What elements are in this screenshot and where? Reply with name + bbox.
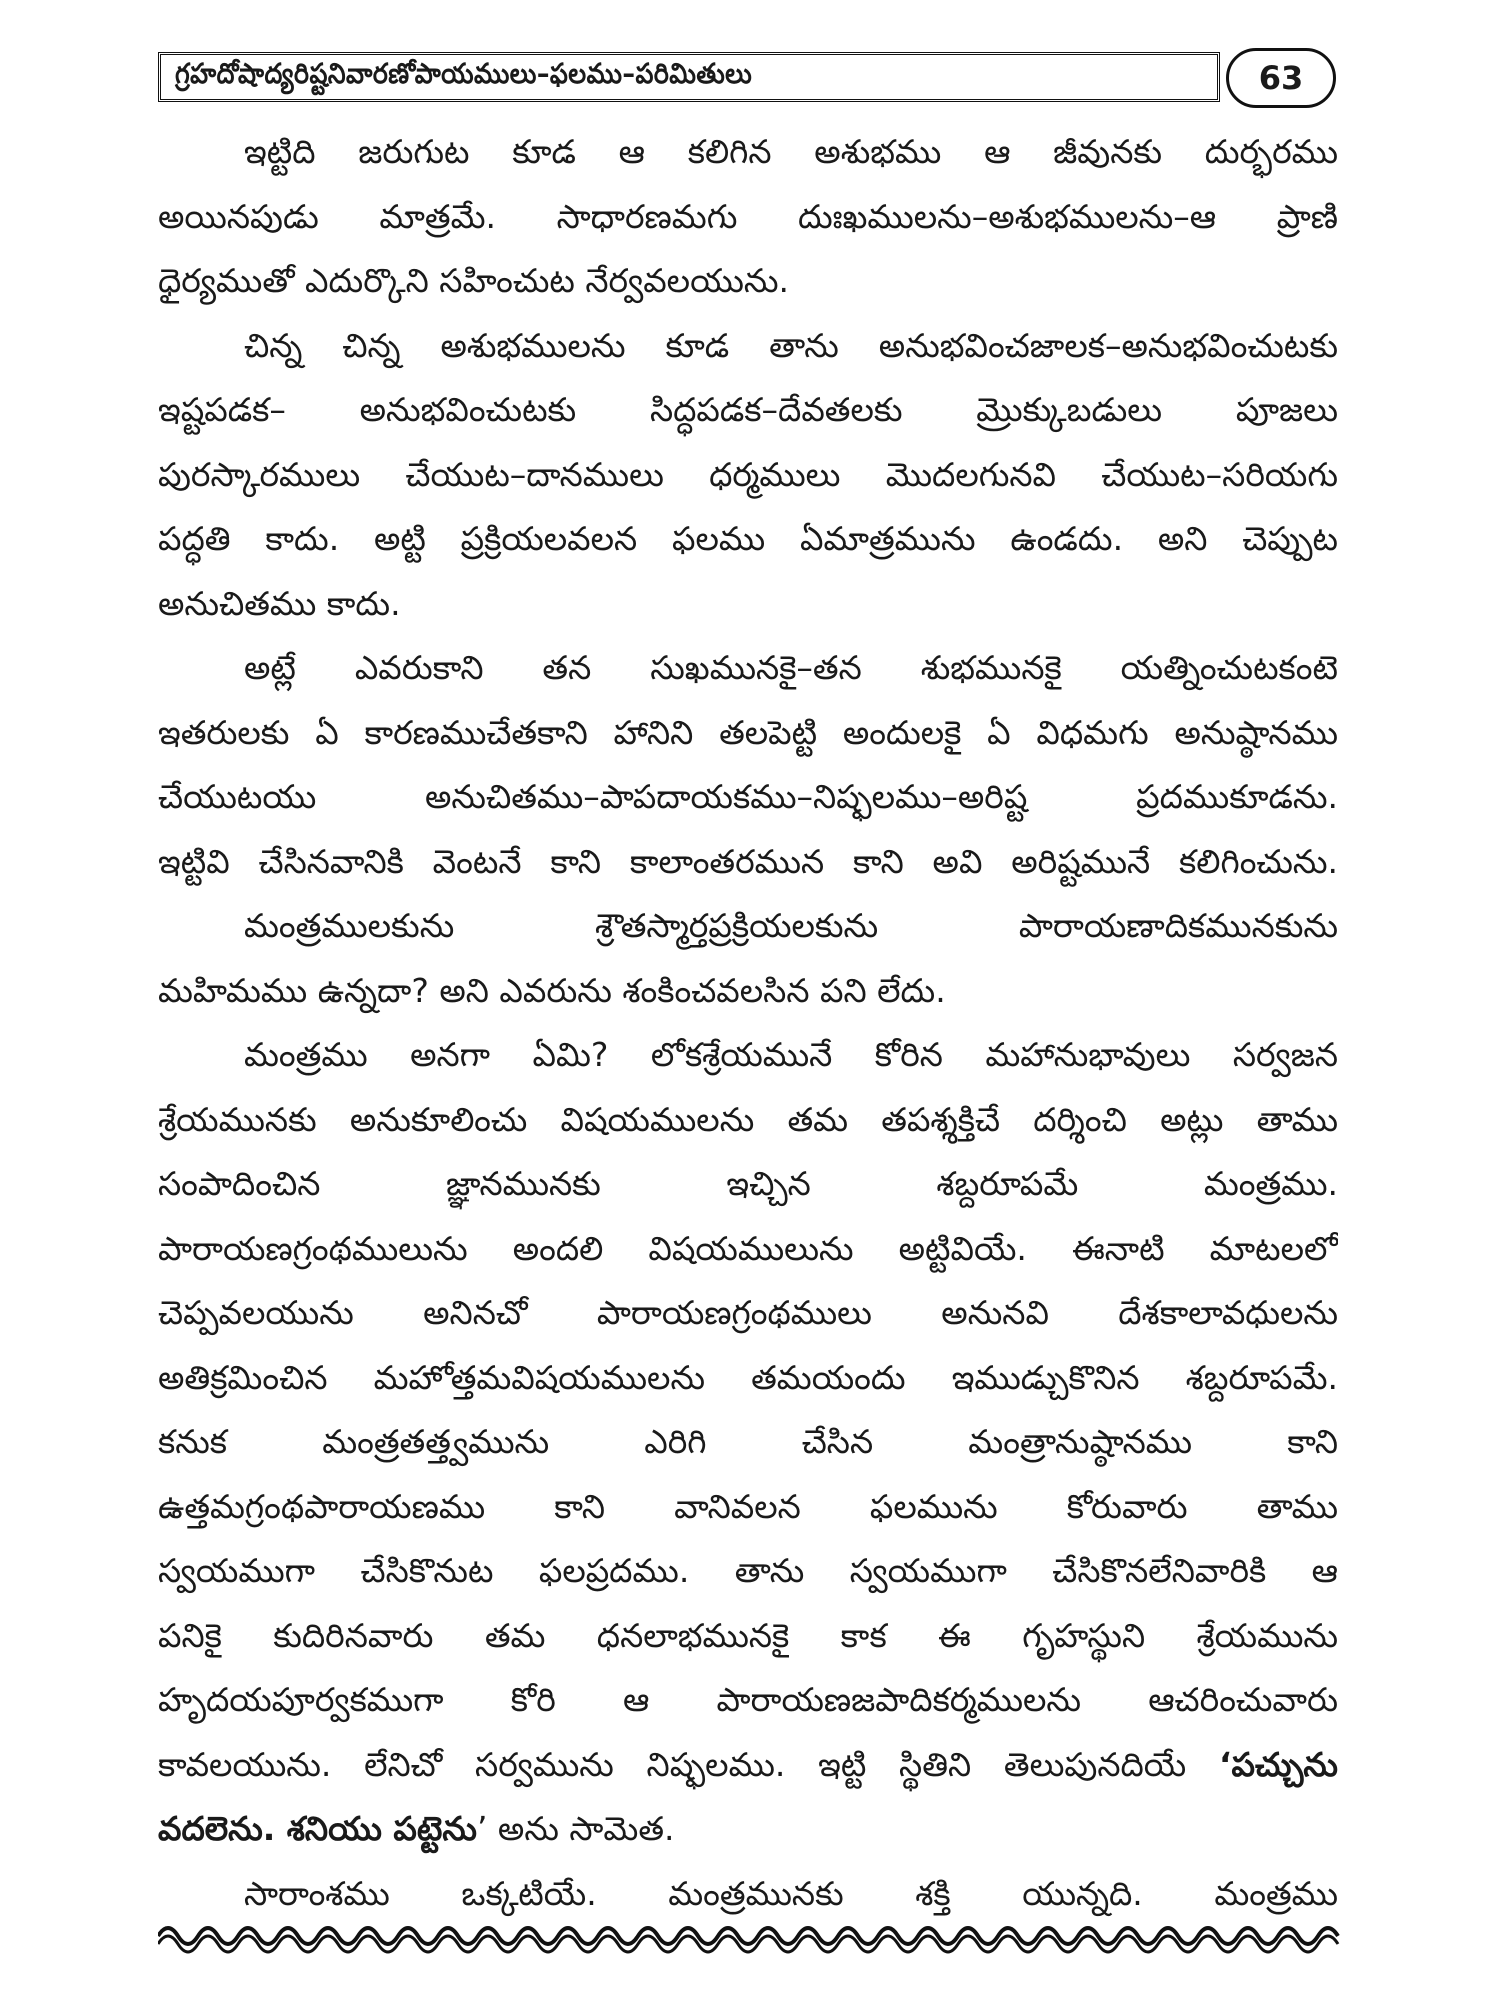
- text-line: హృదయపూర్వకముగా కోరి ఆ పారాయణజపాదికర్మములను ఆచరించువారు: [158, 1680, 1338, 1719]
- text-line: శ్రేయమునకు అనుకూలించు విషయములను తమ తపశ్శక్తిచే దర్శించి అట్లు తాము: [158, 1099, 1338, 1139]
- text-line: పనికై కుదిరినవారు తమ ధనలాభమునకై కాక ఈ గృహస్థుని శ్రేయమును: [158, 1615, 1338, 1655]
- bold-phrase: వదలెను. శనియు పట్టెను: [158, 1809, 477, 1848]
- text-line: అనుచితము కాదు.: [158, 583, 401, 623]
- text-line: చేయుటయు అనుచితము–పాపదాయకము–నిష్ఫలము–అరిష్ట ప్రదముకూడను.: [158, 777, 1338, 816]
- text-line: ఇట్టిది జరుగుట కూడ ఆ కలిగిన అశుభము ఆ జీవునకు దుర్భరము: [244, 132, 1338, 171]
- text-line: ఇట్టివి చేసినవానికి వెంటనే కాని కాలాంతరమున కాని అవి అరిష్టమునే కలిగించును.: [158, 841, 1338, 881]
- text-line: మహిమము ఉన్నదా? అని ఎవరును శంకించవలసిన పని లేదు.: [158, 970, 946, 1010]
- text-line: పారాయణగ్రంథములును అందలి విషయములును అట్టివియే. ఈనాటి మాటలలో: [158, 1228, 1338, 1268]
- text-line: అతిక్రమించిన మహోత్తమవిషయములను తమయందు ఇముడ్చుకొనిన శబ్దరూపమే.: [158, 1357, 1338, 1397]
- text-line: మంత్రము అనగా ఏమి? లోకశ్రేయమునే కోరిన మహానుభావులు సర్వజన: [244, 1035, 1338, 1074]
- text-line: పురస్కారములు చేయుట–దానములు ధర్మములు మొదలగునవి చేయుట–సరియగు: [158, 454, 1338, 494]
- page-number-badge: [1226, 48, 1336, 108]
- decorative-border: [158, 1916, 1344, 1956]
- book-page: [158, 48, 1344, 1968]
- text-line: ఇష్టపడక– అనుభవించుటకు సిద్ధపడక–దేవతలకు మ్రొక్కుబడులు పూజలు: [158, 390, 1338, 429]
- bold-phrase: ‘పచ్చును: [1218, 1744, 1338, 1784]
- text-line: మంత్రములకును శ్రౌతస్మార్తప్రక్రియలకును పారాయణాదికమునకును: [244, 906, 1338, 945]
- text-line: [158, 1797, 1338, 1862]
- text-line: సంపాదించిన జ్ఞానమునకు ఇచ్చిన శబ్దరూపమే మంత్రము.: [158, 1164, 1338, 1203]
- text-line: ఇతరులకు ఏ కారణముచేతకాని హానిని తలపెట్టి అందులకై ఏ విధమగు అనుష్ఠానము: [158, 712, 1338, 752]
- text-line: చెప్పవలయును అనినచో పారాయణగ్రంథములు అనునవి దేశకాలావధులను: [158, 1293, 1338, 1332]
- page-number: 63: [1258, 59, 1304, 97]
- text-line: పద్ధతి కాదు. అట్టి ప్రక్రియలవలన ఫలము ఏమాత్రమును ఉండదు. అని చెప్పుట: [158, 519, 1338, 558]
- text-line: [158, 1733, 1338, 1798]
- text-line: ఉత్తమగ్రంథపారాయణము కాని వానివలన ఫలమును కోరువారు తాము: [158, 1486, 1338, 1526]
- text-line: ధైర్యముతో ఎదుర్కొని సహించుట నేర్వవలయును.: [158, 261, 790, 300]
- page-header: [158, 48, 1344, 108]
- text-segment: కావలయును. లేనిచో సర్వమును నిష్ఫలము. ఇట్టి స్థితిని తెలుపునదియే: [158, 1744, 1187, 1784]
- text-line: కనుక మంత్రతత్త్వమును ఎరిగి చేసిన మంత్రానుష్ఠానము కాని: [158, 1422, 1338, 1461]
- text-line: సారాంశము ఒక్కటియే. మంత్రమునకు శక్తి యున్నది. మంత్రము: [244, 1873, 1338, 1913]
- body-text: [158, 120, 1338, 1926]
- running-title-box: [158, 52, 1220, 102]
- text-segment: ’ అను సామెత.: [476, 1809, 675, 1848]
- text-line: స్వయముగా చేసికొనుట ఫలప్రదము. తాను స్వయముగా చేసికొనలేనివారికి ఆ: [158, 1551, 1338, 1590]
- running-title: గ్రహదోషాద్యరిష్టనివారణోపాయములు–ఫలము–పరిమితులు: [175, 57, 753, 90]
- text-line: చిన్న చిన్న అశుభములను కూడ తాను అనుభవించజాలక–అనుభవించుటకు: [244, 325, 1338, 365]
- text-line: అయినపుడు మాత్రమే. సాధారణమగు దుఃఖములను–అశుభములను–ఆ ప్రాణి: [158, 196, 1338, 236]
- text-line: అట్లే ఎవరుకాని తన సుఖమునకై–తన శుభమునకై యత్నించుటకంటె: [244, 648, 1338, 687]
